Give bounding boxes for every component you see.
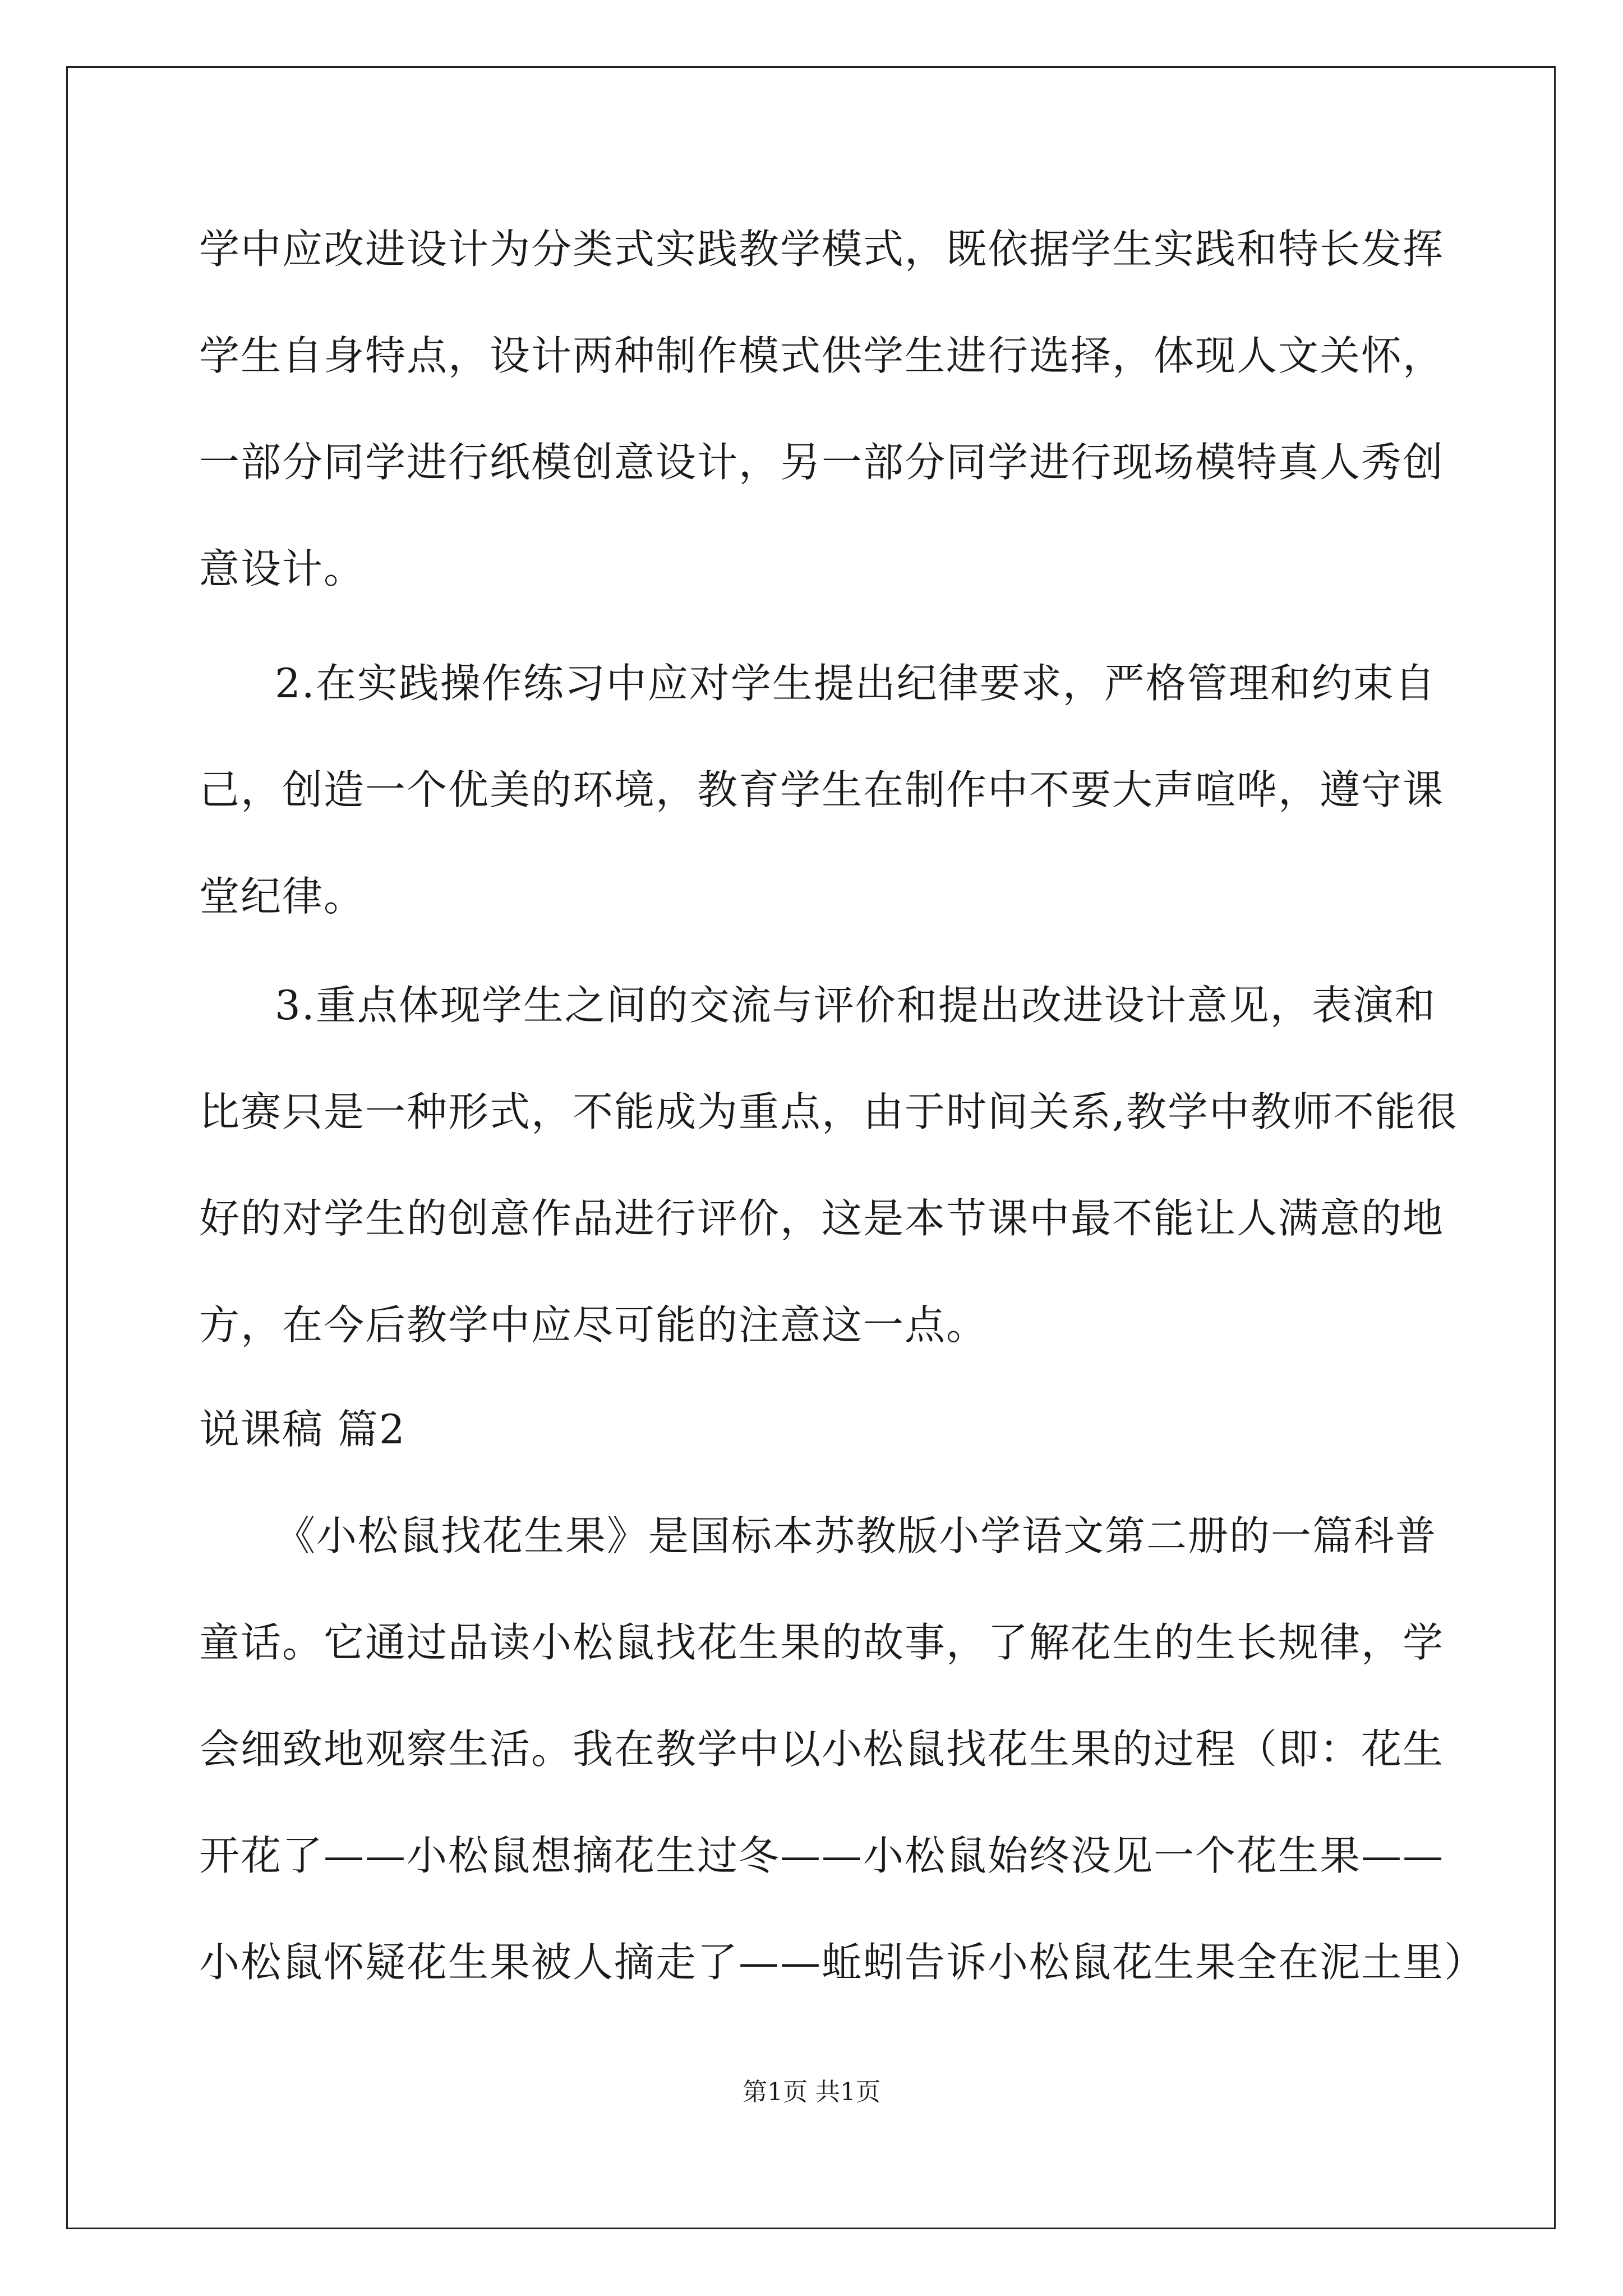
text-line: 学生自身特点，设计两种制作模式供学生进行选择，体现人文关怀， <box>199 332 1445 379</box>
text-line: 3.重点体现学生之间的交流与评价和提出改进设计意见，表演和 <box>275 982 1436 1029</box>
page-footer: 第1页 共1页 <box>743 2078 880 2106</box>
text-line: 比赛只是一种形式，不能成为重点，由于时间关系,教学中教师不能很 <box>199 1088 1458 1135</box>
text-line: 方，在今后教学中应尽可能的注意这一点。 <box>199 1301 988 1349</box>
text-line: 己，创造一个优美的环境，教育学生在制作中不要大声喧哗，遵守课 <box>199 766 1445 813</box>
text-line: 意设计。 <box>199 545 366 592</box>
text-line: 2.在实践操作练习中应对学生提出纪律要求，严格管理和约束自 <box>275 660 1436 707</box>
text-line: 小松鼠怀疑花生果被人摘走了——蚯蚓告诉小松鼠花生果全在泥土里） <box>199 1939 1486 1986</box>
text-line: 好的对学生的创意作品进行评价，这是本节课中最不能让人满意的地 <box>199 1195 1445 1242</box>
text-line: 童话。它通过品读小松鼠找花生果的故事，了解花生的生长规律，学 <box>199 1619 1445 1666</box>
text-line: 《小松鼠找花生果》是国标本苏教版小学语文第二册的一篇科普 <box>275 1512 1437 1559</box>
section-heading: 说课稿 篇2 <box>199 1406 406 1453</box>
text-line: 学中应改进设计为分类式实践教学模式，既依据学生实践和特长发挥 <box>199 226 1445 273</box>
text-line: 一部分同学进行纸模创意设计，另一部分同学进行现场模特真人秀创 <box>199 439 1445 486</box>
text-line: 开花了——小松鼠想摘花生过冬——小松鼠始终没见一个花生果—— <box>199 1832 1445 1879</box>
text-line: 会细致地观察生活。我在教学中以小松鼠找花生果的过程（即：花生 <box>199 1726 1445 1773</box>
text-line: 堂纪律。 <box>199 873 366 920</box>
page-border <box>66 66 1556 2229</box>
